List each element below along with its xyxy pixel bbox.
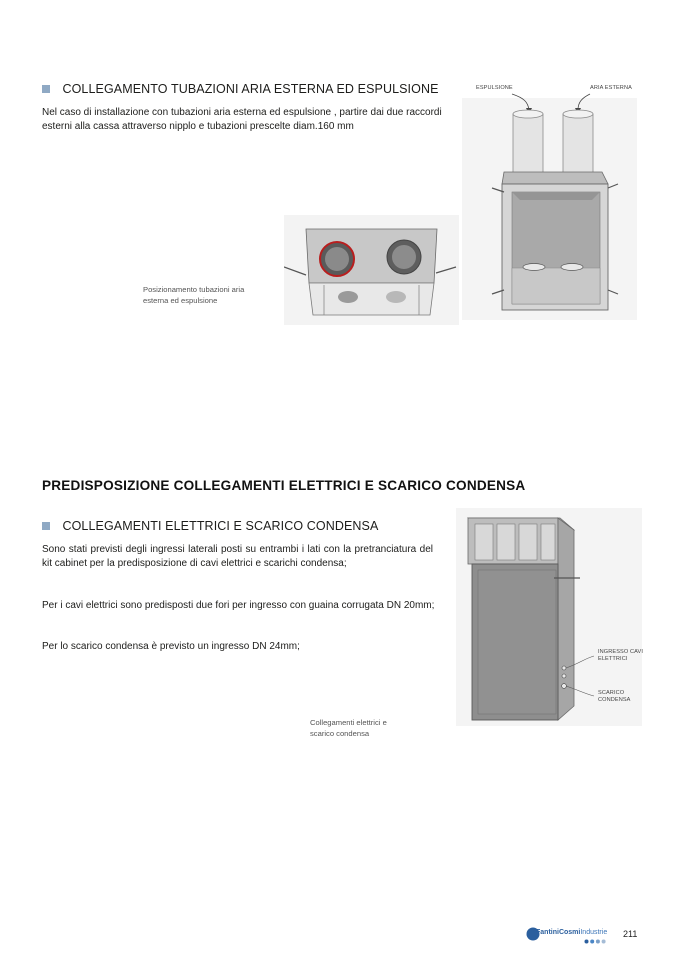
square-bullet-icon [42,85,50,93]
page-number: 211 [623,929,638,939]
section1-caption [143,284,244,306]
main-heading: PREDISPOSIZIONE COLLEGAMENTI ELETTRICI E SCARICO CONDENSA [42,478,526,493]
cabinet-pipes-image [462,80,637,320]
section2-heading: COLLEGAMENTI ELETTRICI E SCARICO CONDENSA [62,519,379,533]
section2-heading-row [42,517,378,535]
logo-text-fantini: Fantini [536,929,559,936]
section2-para2: Per i cavi elettrici sono predisposti due fori per ingresso con guaina corrugata DN 20mm; [42,600,435,611]
section1-heading: COLLEGAMENTO TUBAZIONI ARIA ESTERNA ED ESPULSIONE [62,82,439,96]
callout-scarico-condensa-line2: CONDENSA [598,696,631,703]
callout-ingresso-cavi [598,649,643,662]
callout-scarico-condensa-line1: SCARICO [598,690,625,696]
logo-text-industrie: Industrie [580,929,608,936]
logo-text-cosmi: Cosmi [558,929,581,936]
section2-para3: Per lo scarico condensa è previsto un ingresso DN 24mm; [42,641,300,652]
section2-caption-line2: scarico condensa [310,729,370,738]
section1-caption-line1: Posizionamento tubazioni aria [143,285,245,294]
section1-caption-line2: esterna ed espulsione [143,296,218,305]
callout-scarico-condensa [598,690,631,703]
logo-dots-icon [584,939,606,944]
callout-ingresso-cavi-line2: ELETTRICI [598,655,628,662]
square-bullet-icon [42,522,50,530]
company-logo [526,927,608,943]
logo-text [536,929,607,936]
section2-para1: Sono stati previsti degli ingressi laterali posti su entrambi i lati con la pretranciatura del kit cabinet per la predisposizione di cavi elettrici e scarichi condensa; [42,544,433,569]
section2-caption-line1: Collegamenti elettrici e [310,718,387,727]
pipe-positioning-image [284,215,459,325]
section1-heading-row [42,80,439,98]
callout-aria-esterna: ARIA ESTERNA [590,85,632,91]
callout-ingresso-cavi-line1: INGRESSO CAVI [598,649,644,655]
callout-espulsione: ESPULSIONE [476,85,513,91]
section1-body: Nel caso di installazione con tubazioni aria esterna ed espulsione , partire dai due raccordi esterni alla cassa attraverso nipplo e tubazioni prescelte diam.160 mm [42,107,442,132]
section2-caption [310,717,387,739]
